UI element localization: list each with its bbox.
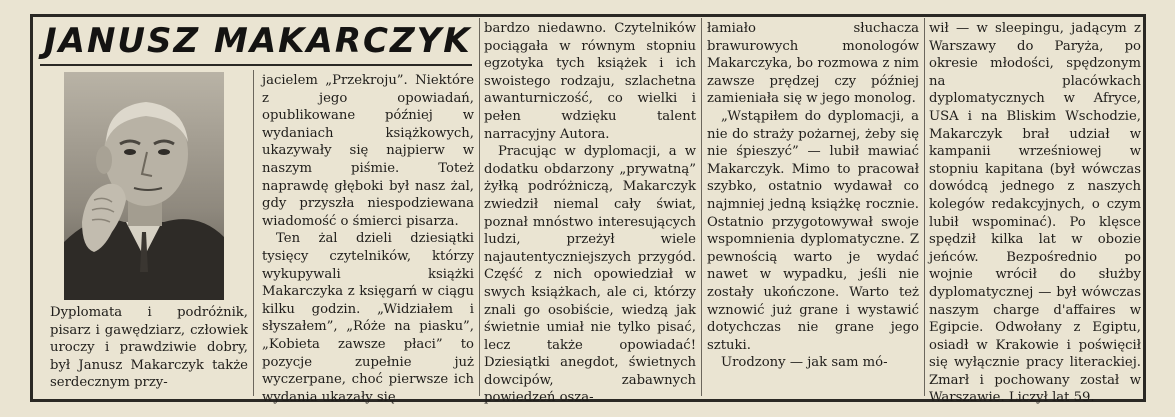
column-divider <box>479 18 480 396</box>
paragraph: łamiało słuchacza brawurowych monologów Makarczyka, bo rozmowa z nim zawsze prędzej czy później zamieniała się w jego monolog. <box>707 21 919 107</box>
photo-caption <box>50 304 248 394</box>
paragraph: Ten żal dzieli dziesiątki tysięcy czytelników, którzy wykupywali książki Makarczyka z księgarń w ciągu kilku godzin. „Widziałem i słyszałem”, „Róże na piasku”, „Kobieta zawsze płaci” to pozycje zupełnie już wyczerpane, choć pierwsze ich wydania ukazały się <box>262 231 474 405</box>
article-title: JANUSZ MAKARCZYK <box>44 21 472 61</box>
text-column-4 <box>929 20 1141 406</box>
text-column-3 <box>707 20 919 392</box>
text-column-1 <box>262 72 474 405</box>
paragraph: Pracując w dyplomacji, a w dodatku obdarzony „prywatną” żyłką podróżniczą, Makarczyk zwiedził niemal cały świat, poznał mnóstwo interesujących ludzi, przeżył wiele najautentyczniejszych przygód. Część z nich opowiedział w swych książkach, ale ci, którzy znali go osobiście, wiedzą jak świetnie umiał nie tylko pisać, lecz także opowiadać! Dziesiątki anegdot, świetnych dowcipów, zabawnych powiedzeń osza- <box>484 144 696 406</box>
caption-text: Dyplomata i podróżnik, pisarz i gawędziarz, człowiek uroczy i prawdziwie dobry, był Janusz Makarczyk także serdecznym przy- <box>50 305 248 391</box>
column-divider <box>701 18 702 396</box>
text-column-2 <box>484 20 696 406</box>
paragraph: jacielem „Przekroju”. Niektóre z jego opowiadań, opublikowane później w wydaniach książkowych, ukazywały się najpierw w naszym piśmie. Toteż naprawdę głęboki był nasz żal, gdy przyszła niespodziewana wiadomość o śmierci pisarza. <box>262 73 474 229</box>
portrait-illustration <box>64 72 224 300</box>
portrait-photo <box>64 72 224 300</box>
paragraph: bardzo niedawno. Czytelników pociągała w równym stopniu egzotyka tych książek i ich swoistego rodzaju, szlachetna awanturniczość, co wielki i pełen wdzięku talent narracyjny Autora. <box>484 21 696 142</box>
title-underline <box>40 64 472 66</box>
paragraph: wił — w sleepingu, jadącym z Warszawy do Paryża, po okresie młodości, spędzonym na placówkach dyplomatycznych w Afryce, USA i na Bliskim Wschodzie, Makarczyk brał udział w kampanii wrześniowej w stopniu kapitana (był wówczas dowódcą jednego z naszych kolegów redakcyjnych, o czym lubił wspominać). Po klęsce spędził kilka lat w obozie jeńców. Bezpośrednio po wojnie wrócił do służby dyplomatycznej — był wówczas naszym charge d'affaires w Egipcie. Odwołany z Egiptu, osiadł w Krakowie i poświęcił się wyłącznie pracy literackiej. Zmarł i pochowany został w Warszawie. Liczył lat 59. <box>929 21 1141 406</box>
column-divider <box>924 18 925 396</box>
column-divider <box>253 70 254 396</box>
paragraph: Urodzony — jak sam mó- <box>721 355 888 371</box>
paragraph: „Wstąpiłem do dyplomacji, a nie do straży pożarnej, żeby się nie śpieszyć” — lubił mawiać Makarczyk. Mimo to pracował szybko, ostatnio wydawał co najmniej jedną książkę rocznie. Ostatnio przygotowywał swoje wspomnienia dyplomatyczne. Z pewnością warto je wydać nawet w wypadku, jeśli nie zostały ukończone. Warto też wznowić już grane i wystawić dotychczas nie grane jego sztuki. <box>707 108 919 353</box>
